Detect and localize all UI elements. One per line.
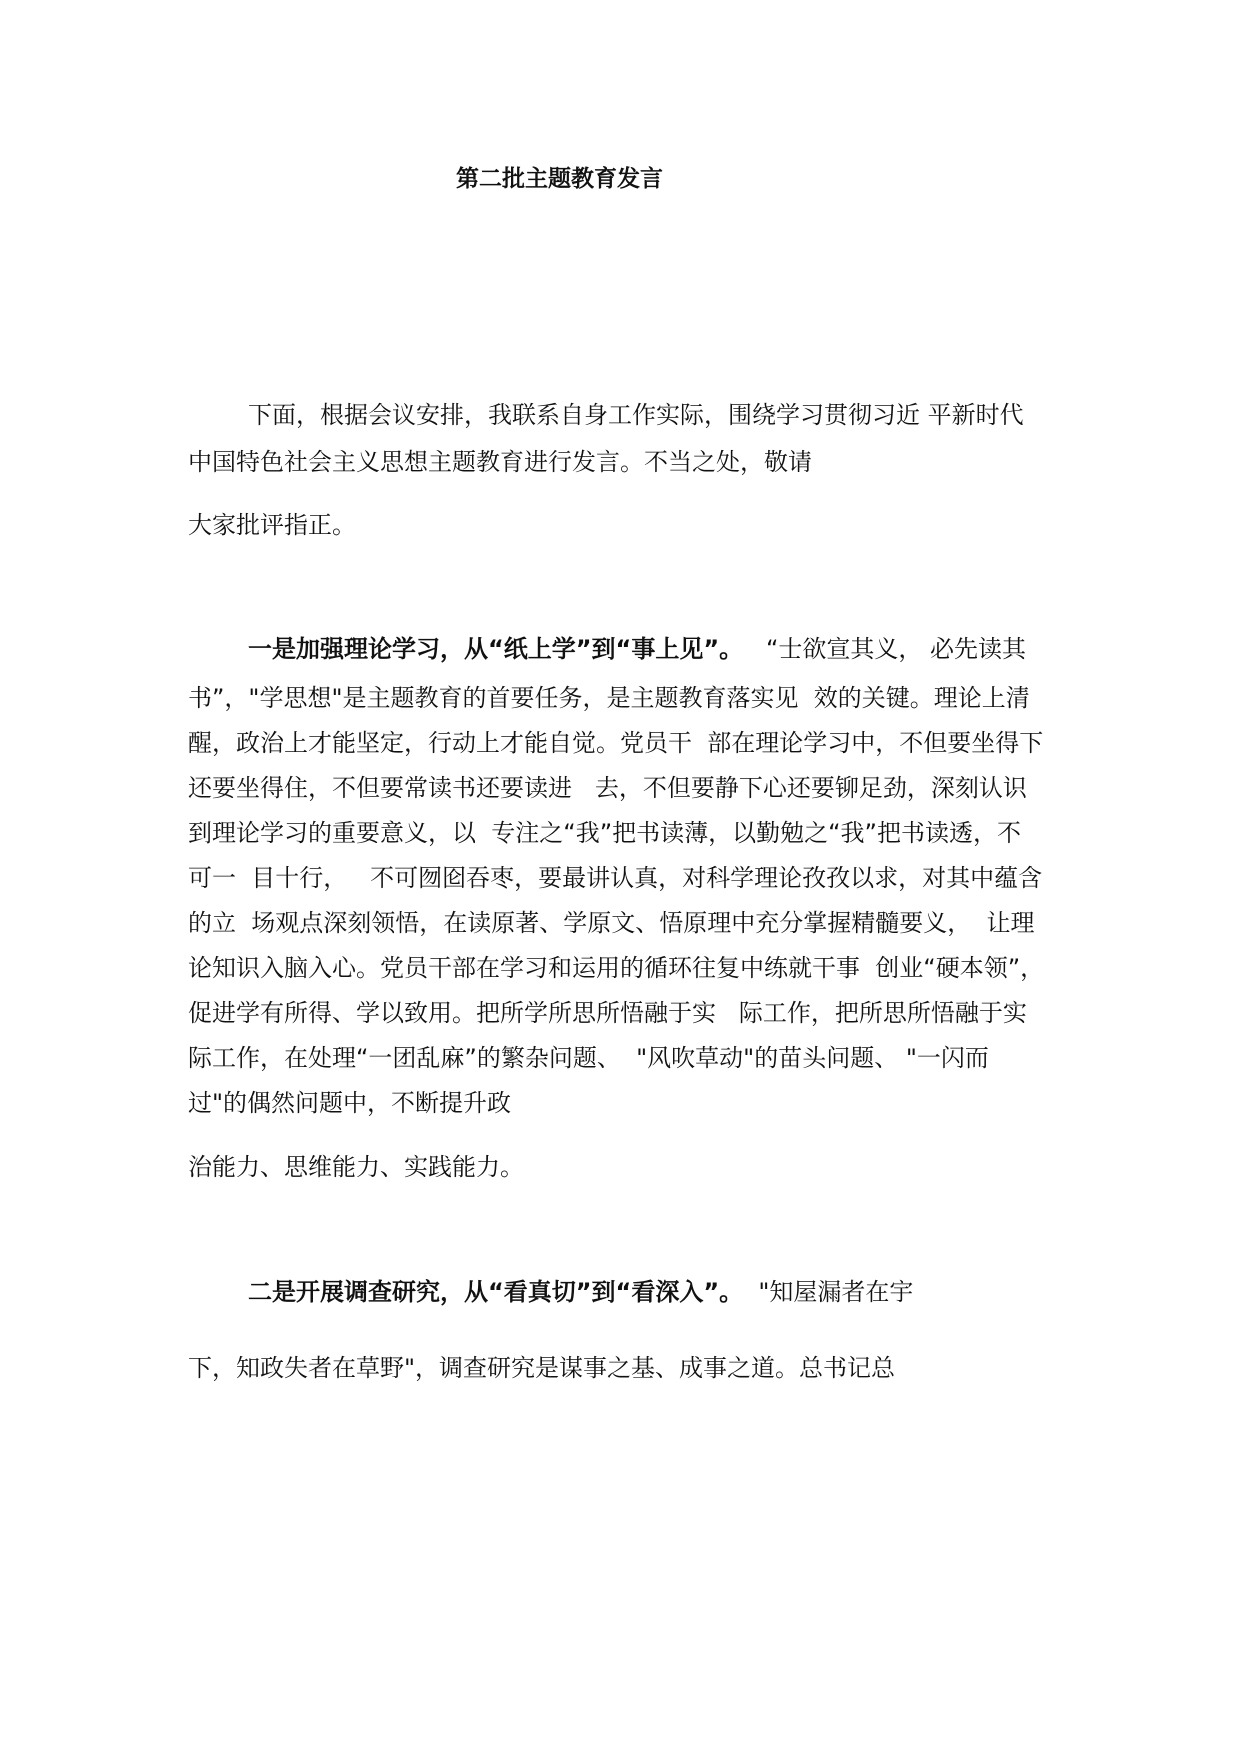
- section1-first-line: [248, 634, 1026, 664]
- section1-line: 的立 场观点深刻领悟，在读原著、学原文、悟原理中充分掌握精髓要义， 让理: [188, 909, 1035, 937]
- intro-line-3: 大家批评指正。: [188, 511, 356, 539]
- section1-line: 促进学有所得、学以致用。把所学所思所悟融于实 际工作，把所思所悟融于实: [188, 999, 1027, 1027]
- section1-heading: 一是加强理论学习，从“纸上学”到“事上见”。: [248, 635, 744, 663]
- document-title: 第二批主题教育发言: [456, 166, 663, 192]
- section1-line: 论知识入脑入心。党员干部在学习和运用的循环往复中练就干事 创业“硬本领”，: [188, 954, 1045, 982]
- section1-line: 到理论学习的重要意义，以 专注之“我”把书读薄，以勤勉之“我”把书读透，不: [188, 819, 1021, 847]
- section2-line: 下，知政失者在草野"，调查研究是谋事之基、成事之道。总书记总: [188, 1354, 896, 1382]
- intro-line-2: 中国特色社会主义思想主题教育进行发言。不当之处，敬请: [188, 448, 812, 476]
- section2-heading: 二是开展调查研究，从“看真切”到“看深入”。: [248, 1278, 744, 1306]
- section2-first-line: [248, 1277, 913, 1307]
- section1-first-line-text: “士欲宣其义， 必先读其: [765, 635, 1027, 663]
- section1-line: 过"的偶然问题中，不断提升政: [188, 1089, 512, 1117]
- section1-line: 醒，政治上才能坚定，行动上才能自觉。党员干 部在理论学习中，不但要坐得下: [188, 729, 1044, 757]
- intro-line-1: 下面，根据会议安排，我联系自身工作实际，围绕学习贯彻习近 平新时代: [248, 401, 1024, 429]
- section1-line: 际工作，在处理“一团乱麻”的繁杂问题、 "风吹草动"的苗头问题、 "一闪而: [188, 1044, 989, 1072]
- section1-line: 治能力、思维能力、实践能力。: [188, 1153, 524, 1181]
- section1-line: 可一 目十行， 不可囫囵吞枣，要最讲认真，对科学理论孜孜以求，对其中蕴含: [188, 864, 1043, 892]
- section1-line: 书”，"学思想"是主题教育的首要任务，是主题教育落实见 效的关键。理论上清: [188, 684, 1030, 712]
- section1-line: 还要坐得住，不但要常读书还要读进 去，不但要静下心还要铆足劲，深刻认识: [188, 774, 1027, 802]
- section2-first-line-text: "知屋漏者在宇: [758, 1278, 914, 1306]
